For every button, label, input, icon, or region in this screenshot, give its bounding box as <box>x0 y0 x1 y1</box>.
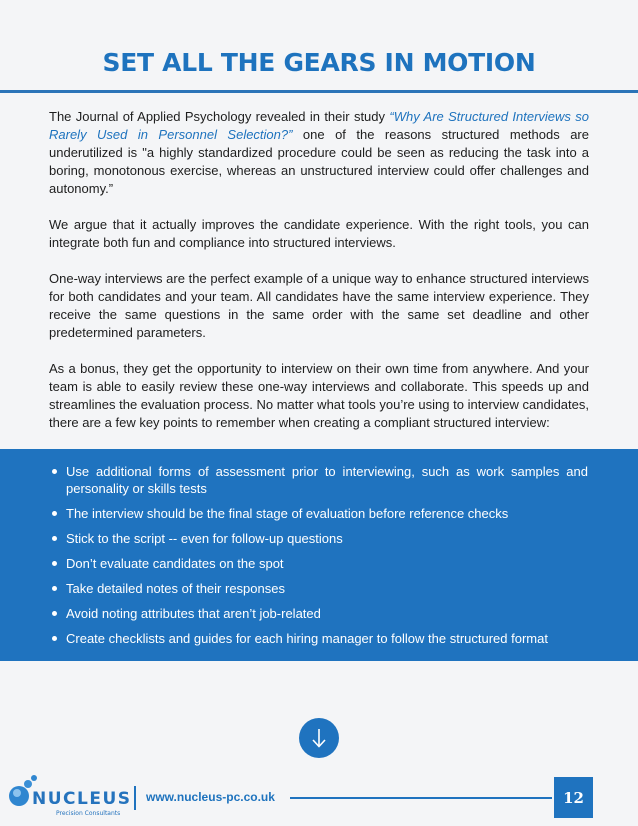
body-text <box>49 108 589 450</box>
logo-tagline: Precision Consultants <box>56 810 121 817</box>
scroll-down-button[interactable] <box>299 718 339 758</box>
paragraph-study-quote: one of the reasons structured methods are underutilized is "a highly standardized procedure could be seen as reducing the task into a boring, monotonous exercise, whereas an unstructured interview could offer challenges and autonomy.” <box>49 127 589 196</box>
list-item: Avoid noting attributes that aren’t job-related <box>50 605 588 622</box>
list-item: Stick to the script -- even for follow-up questions <box>50 530 588 547</box>
page-title: SET ALL THE GEARS IN MOTION <box>102 48 536 77</box>
list-item: The interview should be the final stage of evaluation before reference checks <box>50 505 588 522</box>
logo-wordmark: NUCLEUS <box>32 789 130 809</box>
list-item: Take detailed notes of their responses <box>50 580 588 597</box>
arrow-down-icon <box>310 727 328 749</box>
footer-separator <box>134 786 136 810</box>
nucleus-logo <box>6 772 130 820</box>
paragraph-study-intro: The Journal of Applied Psychology revealed in their study <box>49 109 390 124</box>
title-divider <box>0 90 638 93</box>
paragraph-candidate-experience: We argue that it actually improves the candidate experience. With the right tools, you can integrate both fun and compliance into structured interviews. <box>49 217 589 250</box>
paragraph-bonus: As a bonus, they get the opportunity to interview on their own time from anywhere. And your team is able to easily review these one-way interviews and collaborate. This speeds up and streamlines the evaluation process. No matter what tools you’re using to interview candidates, there are a few key points to remember when creating a compliant structured interview: <box>49 361 589 430</box>
key-points-list <box>50 463 588 655</box>
page-number: 12 <box>554 777 593 818</box>
list-item: Use additional forms of assessment prior to interviewing, such as work samples and personality or skills tests <box>50 463 588 497</box>
list-item: Create checklists and guides for each hiring manager to follow the structured format <box>50 630 588 647</box>
paragraph-study <box>49 108 589 198</box>
website-link[interactable]: www.nucleus-pc.co.uk <box>146 790 275 804</box>
paragraph-one-way-interviews: One-way interviews are the perfect example of a unique way to enhance structured interviews for both candidates and your team. All candidates have the same interview experience. They receive the same questions in the same order with the same set deadline and other predetermined parameters. <box>49 271 589 340</box>
footer-rule <box>290 797 552 799</box>
list-item: Don’t evaluate candidates on the spot <box>50 555 588 572</box>
study-citation: “Why Are Structured Interviews so Rarely Used in Personnel Selection?” <box>49 109 589 142</box>
